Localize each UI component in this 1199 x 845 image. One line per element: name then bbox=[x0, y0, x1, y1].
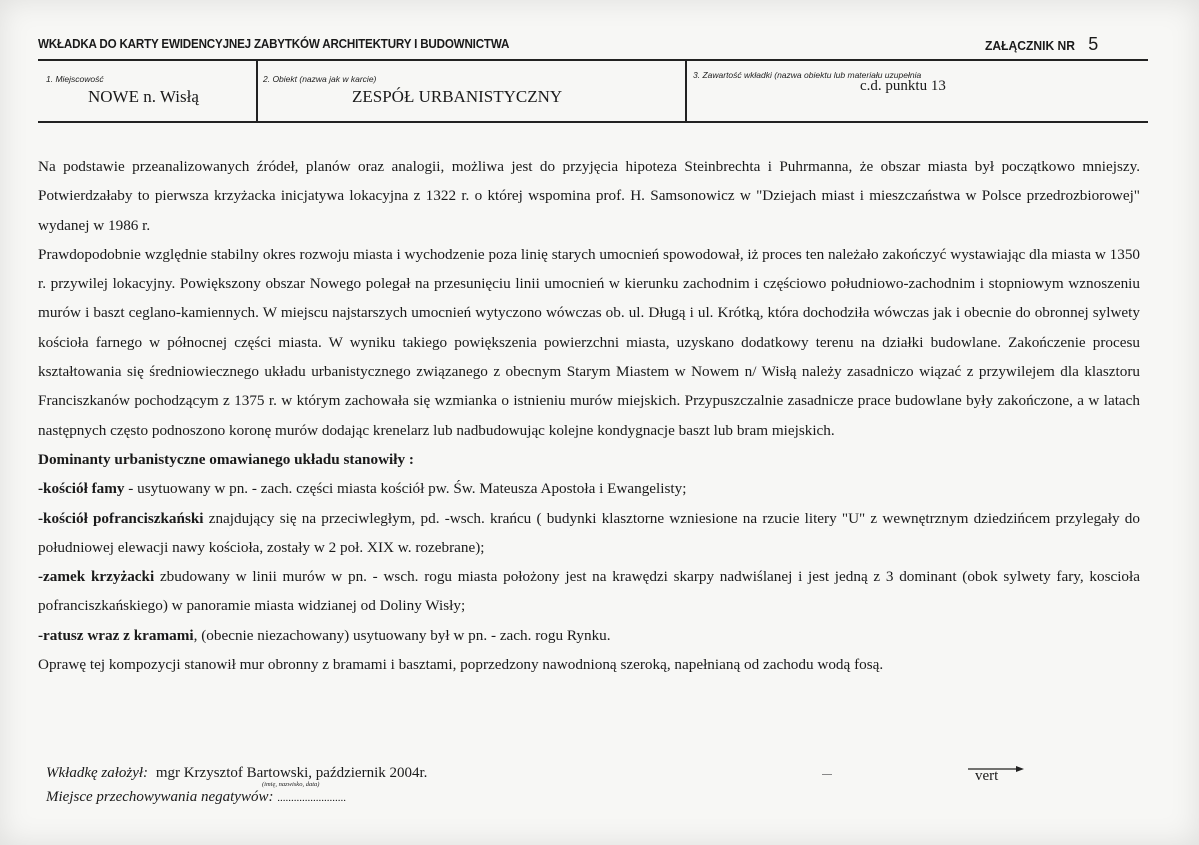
table-divider-1 bbox=[256, 59, 258, 122]
table-divider-2 bbox=[685, 59, 687, 122]
attachment-number-value: 5 bbox=[1088, 34, 1099, 54]
author-caption: (imię, nazwisko, data) bbox=[262, 781, 320, 788]
dominant-item-town-hall: -ratusz wraz z kramami, (obecnie niezachowany) usytuowany był w pn. - zach. rogu Rynku. bbox=[38, 626, 611, 644]
attachment-number bbox=[985, 34, 1098, 55]
form-title: WKŁADKA DO KARTY EWIDENCYJNEJ ZABYTKÓW ARCHITEKTURY I BUDOWNICTWA bbox=[38, 37, 510, 51]
dominant-item-castle: -zamek krzyżacki zbudowany w linii murów w pn. - wsch. rogu miasta położony jest na krawędzi skarpy nadwiślanej i jest jedną z 3 dominant (obok sylwety fary, koscioła pofranciszkańskiego) w panoramie miasta widzianej od Doliny Wisły; bbox=[38, 568, 1140, 615]
field-1-value: NOWE n. Wisłą bbox=[88, 87, 199, 106]
storage-label: Miejsce przechowywania negatywów: bbox=[46, 789, 274, 805]
storage-line bbox=[46, 789, 346, 806]
dominant-item-franciscan-church: -kościół pofranciszkański znajdujący się na przeciwległym, pd. -wsch. krańcu ( budynki klasztorne wzniesione na rzucie litery "U" z wewnętrznym dziedzińcem przylegały do południowej elewacji nawy kościoła, zostały w 2 poł. XIX w. rozebrane); bbox=[38, 509, 1140, 556]
author-value: mgr Krzysztof Bartowski, październik 2004r. bbox=[155, 765, 428, 781]
storage-value: ......................... bbox=[277, 792, 346, 804]
field-2-label: 2. Obiekt (nazwa jak w karcie) bbox=[263, 74, 377, 84]
document-body bbox=[38, 152, 1140, 679]
paragraph-2: Prawdopodobnie względnie stabilny okres rozwoju miasta i wychodzenie poza linię starych umocnień spowodował, iż proces ten należało zakończyć wystawiając dla miasta w 1350 r. przywilej lokacyjny. Powiększony obszar Nowego polegał na przesunięciu linii umocnień w kierunku zachodnim i częściowo południowo-zachodnim i stopniowym wznoszeniu murów i baszt ceglano-kamiennych. W miejscu najstarszych umocnień wytyczono wówczas ob. ul. Długą i ul. Krótką, która dochodziła wówczas jak i obecnie do obronnej sylwety kościoła farnego w północnej części miasta. W wyniku takiego powiększenia powierzchni miasta, uzyskano dodatkowy terenu na działki budowlane. Zakończenie procesu kształtowania się średniowiecznego układu urbanistycznego związanego z obecnym Starym Miastem w Nowem n/ Wisłą należy zasadniczo wiązać z przywilejem dla klasztoru Franciszkanów pochodzącym z 1375 r. w którym zachowała się wzmianka o istnieniu murów miejskich. Przypuszczalnie zasadnicze prace budowlane były zakończone, a w latach następnych często podnoszono koronę murów dodając krenelarz lub nadbudowując kolejne kondygnacje baszt lub bram miejskich. bbox=[38, 245, 1141, 439]
field-3-label: 3. Zawartość wkładki (nazwa obiektu lub materiału uzupełnia bbox=[693, 70, 922, 80]
attachment-label: ZAŁĄCZNIK NR bbox=[985, 38, 1075, 53]
field-3-value: c.d. punktu 13 bbox=[860, 78, 946, 94]
vert-label: vert bbox=[975, 768, 999, 784]
author-line bbox=[46, 765, 427, 782]
table-bottom-line bbox=[38, 121, 1148, 123]
field-1-label: 1. Miejscowość bbox=[46, 74, 104, 84]
field-2-value: ZESPÓŁ URBANISTYCZNY bbox=[352, 87, 563, 106]
dominant-item-church: -kościół famy - usytuowany w pn. - zach. części miasta kościół pw. Św. Mateusza Apostoła i Ewangelisty; bbox=[38, 480, 687, 498]
table-top-line bbox=[38, 59, 1148, 61]
paragraph-closing: Oprawę tej kompozycji stanowił mur obronny z bramami i basztami, poprzedzony nawodnioną szeroką, napełnianą od zachodu wodą fosą. bbox=[38, 656, 884, 674]
paragraph-1: Na podstawie przeanalizowanych źródeł, planów oraz analogii, możliwa jest do przyjęcia hipoteza Steinbrechta i Puhrmanna, że obszar miasta był początkowo mniejszy. Potwierdzałaby to pierwsza krzyżacka inicjatywa lokacyjna z 1322 r. o której wspomina prof. H. Samsonowicz w "Dziejach miast i mieszczaństwa w Polsce przedrozbiorowej" wydanej w 1986 r. bbox=[38, 158, 1140, 234]
author-label: Wkładkę założył: bbox=[46, 765, 149, 781]
scan-mark bbox=[822, 774, 832, 775]
dominants-heading: Dominanty urbanistyczne omawianego układu stanowiły : bbox=[38, 450, 414, 468]
